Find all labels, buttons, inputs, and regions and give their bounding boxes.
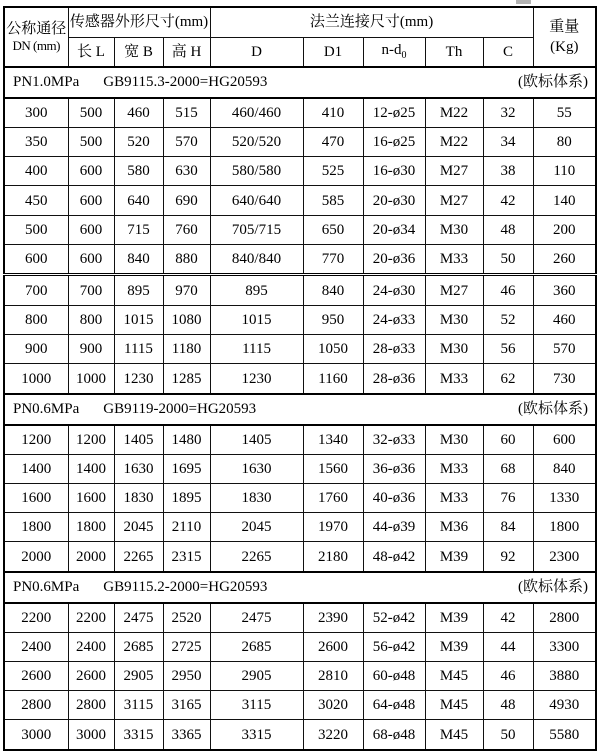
table-header: [4, 7, 596, 67]
table-row: [4, 244, 596, 275]
cell: 3315: [114, 720, 163, 750]
header-group-flange: 法兰连接尺寸(mm): [210, 7, 533, 37]
cell: 1285: [163, 364, 210, 394]
header-height: 高 H: [163, 37, 210, 67]
cell: 1800: [4, 513, 68, 542]
cell: 84: [483, 513, 533, 542]
cell: 880: [163, 244, 210, 275]
header-group-sensor: 传感器外形尺寸(mm): [68, 7, 210, 37]
cell: 52-ø42: [363, 603, 425, 633]
cell: 16-ø25: [363, 128, 425, 157]
cell: 1015: [114, 306, 163, 335]
cell: 3315: [210, 720, 303, 750]
cell: 3000: [4, 720, 68, 750]
cell: 16-ø30: [363, 157, 425, 186]
cell: 2400: [68, 632, 114, 661]
cell: 46: [483, 662, 533, 691]
header-width: 宽 B: [114, 37, 163, 67]
section-header-cell: [4, 572, 596, 603]
cell: 40-ø36: [363, 484, 425, 513]
cell: 300: [4, 98, 68, 128]
cell: 24-ø30: [363, 275, 425, 306]
table-row: [4, 128, 596, 157]
cell: 650: [303, 215, 363, 244]
cell: 470: [303, 128, 363, 157]
cell: M39: [425, 542, 483, 572]
cell: 20-ø34: [363, 215, 425, 244]
cell: 3115: [114, 691, 163, 720]
cell: 585: [303, 186, 363, 215]
cell: 800: [4, 306, 68, 335]
cell: 2045: [210, 513, 303, 542]
spec-table: [3, 6, 597, 751]
table-row: [4, 662, 596, 691]
section-pressure-rating: PN0.6MPa: [13, 579, 80, 596]
cell: 2800: [533, 603, 596, 633]
cell: 68-ø48: [363, 720, 425, 750]
header-length: 长 L: [68, 37, 114, 67]
cell: 1630: [210, 454, 303, 483]
cell: 500: [68, 128, 114, 157]
cell: 900: [68, 335, 114, 364]
cell: 2200: [4, 603, 68, 633]
cell: M30: [425, 306, 483, 335]
cell: 410: [303, 98, 363, 128]
cell: 80: [533, 128, 596, 157]
cell: 2045: [114, 513, 163, 542]
section-standard-code: GB9115.3-2000=HG20593: [103, 74, 268, 91]
cell: 24-ø33: [363, 306, 425, 335]
header-dn: [4, 7, 68, 67]
section-note: (欧标体系): [518, 74, 589, 91]
table-row: [4, 306, 596, 335]
cell: 840: [114, 244, 163, 275]
table-row: [4, 215, 596, 244]
cell: 50: [483, 720, 533, 750]
cell: 1405: [114, 425, 163, 455]
cell: 1115: [114, 335, 163, 364]
cell: 20-ø36: [363, 244, 425, 275]
cropped-text-artifact: [516, 0, 531, 4]
cell: 1230: [114, 364, 163, 394]
cell: 900: [4, 335, 68, 364]
cell: M22: [425, 128, 483, 157]
cell: 570: [163, 128, 210, 157]
header-nd0-main: n-d: [381, 42, 402, 59]
cell: 2390: [303, 603, 363, 633]
cell: M45: [425, 662, 483, 691]
cell: 580/580: [210, 157, 303, 186]
cell: 42: [483, 603, 533, 633]
cell: 2600: [4, 662, 68, 691]
section-header-cell: [4, 67, 596, 98]
cell: 500: [68, 98, 114, 128]
header-th: Th: [425, 37, 483, 67]
cell: 895: [210, 275, 303, 306]
cell: M30: [425, 425, 483, 455]
cell: 140: [533, 186, 596, 215]
cell: 2475: [210, 603, 303, 633]
section-note: (欧标体系): [518, 401, 589, 418]
cell: M39: [425, 632, 483, 661]
cell: M45: [425, 691, 483, 720]
cell: 56: [483, 335, 533, 364]
cell: 38: [483, 157, 533, 186]
table-row: [4, 364, 596, 394]
cell: 600: [68, 186, 114, 215]
section-standard-code: GB9119-2000=HG20593: [103, 401, 257, 418]
cell: 2315: [163, 542, 210, 572]
table-body: [4, 67, 596, 750]
cell: 600: [68, 244, 114, 275]
cell: 700: [4, 275, 68, 306]
cell: 12-ø25: [363, 98, 425, 128]
cell: 2180: [303, 542, 363, 572]
cell: 360: [533, 275, 596, 306]
section-header-row: [4, 394, 596, 425]
cell: 48-ø42: [363, 542, 425, 572]
header-nd0: [363, 37, 425, 67]
cell: 76: [483, 484, 533, 513]
header-dn-line1: 公称通径: [6, 21, 67, 38]
cell: 2600: [303, 632, 363, 661]
table-row: [4, 603, 596, 633]
cell: 3020: [303, 691, 363, 720]
section-standard-code: GB9115.2-2000=HG20593: [103, 579, 268, 596]
cell: 68: [483, 454, 533, 483]
cell: 42: [483, 186, 533, 215]
cell: 2265: [114, 542, 163, 572]
cell: 50: [483, 244, 533, 275]
cell: 2475: [114, 603, 163, 633]
cell: 55: [533, 98, 596, 128]
header-row-subcolumns: [4, 37, 596, 67]
cell: 1560: [303, 454, 363, 483]
cell: 1600: [4, 484, 68, 513]
cell: 1160: [303, 364, 363, 394]
cell: 44-ø39: [363, 513, 425, 542]
cell: 34: [483, 128, 533, 157]
cell: 400: [4, 157, 68, 186]
cell: M27: [425, 157, 483, 186]
header-weight: [533, 7, 596, 67]
table-row: [4, 425, 596, 455]
cell: 2600: [68, 662, 114, 691]
cell: 60-ø48: [363, 662, 425, 691]
cell: 3220: [303, 720, 363, 750]
table-row: [4, 335, 596, 364]
section-pressure-rating: PN1.0MPa: [13, 74, 80, 91]
table-row: [4, 513, 596, 542]
table-row: [4, 275, 596, 306]
cell: 64-ø48: [363, 691, 425, 720]
cell: M30: [425, 335, 483, 364]
header-nd0-sub: 0: [401, 50, 407, 62]
cell: 1895: [163, 484, 210, 513]
cell: 2200: [68, 603, 114, 633]
header-dn-line2: DN (mm): [12, 38, 60, 54]
cell: 2810: [303, 662, 363, 691]
cell: M22: [425, 98, 483, 128]
cell: M36: [425, 513, 483, 542]
table-row: [4, 454, 596, 483]
cell: 1000: [68, 364, 114, 394]
cell: 1405: [210, 425, 303, 455]
cell: 840: [303, 275, 363, 306]
cell: 1330: [533, 484, 596, 513]
cell: 640/640: [210, 186, 303, 215]
cell: 1630: [114, 454, 163, 483]
cell: 2110: [163, 513, 210, 542]
section-note: (欧标体系): [518, 579, 589, 596]
table-row: [4, 157, 596, 186]
cell: 950: [303, 306, 363, 335]
cell: 2800: [68, 691, 114, 720]
cell: M33: [425, 364, 483, 394]
cell: 1400: [4, 454, 68, 483]
cell: 1830: [210, 484, 303, 513]
cell: 44: [483, 632, 533, 661]
cell: 460: [114, 98, 163, 128]
header-d: D: [210, 37, 303, 67]
cell: M45: [425, 720, 483, 750]
header-c: C: [483, 37, 533, 67]
cell: 840/840: [210, 244, 303, 275]
table-row: [4, 632, 596, 661]
cell: 630: [163, 157, 210, 186]
cell: 2000: [68, 542, 114, 572]
table-row: [4, 720, 596, 750]
section-header-row: [4, 67, 596, 98]
header-weight-line2: (Kg): [550, 39, 579, 55]
cell: 1480: [163, 425, 210, 455]
cell: 840: [533, 454, 596, 483]
cell: 700: [68, 275, 114, 306]
cell: 715: [114, 215, 163, 244]
cell: 62: [483, 364, 533, 394]
table-row: [4, 484, 596, 513]
cell: 600: [68, 215, 114, 244]
cell: 705/715: [210, 215, 303, 244]
cell: 3880: [533, 662, 596, 691]
cell: 28-ø33: [363, 335, 425, 364]
header-d1: D1: [303, 37, 363, 67]
cell: 970: [163, 275, 210, 306]
cell: 20-ø30: [363, 186, 425, 215]
cell: 570: [533, 335, 596, 364]
cell: 28-ø36: [363, 364, 425, 394]
cell: 525: [303, 157, 363, 186]
cell: 2000: [4, 542, 68, 572]
cell: 48: [483, 215, 533, 244]
cell: 1830: [114, 484, 163, 513]
cell: 260: [533, 244, 596, 275]
cell: 770: [303, 244, 363, 275]
cell: 350: [4, 128, 68, 157]
cell: 46: [483, 275, 533, 306]
table-row: [4, 186, 596, 215]
cell: 895: [114, 275, 163, 306]
cell: 520/520: [210, 128, 303, 157]
cell: 4930: [533, 691, 596, 720]
header-weight-line1: 重量: [549, 18, 580, 35]
cell: 32: [483, 98, 533, 128]
cell: 515: [163, 98, 210, 128]
cell: 3000: [68, 720, 114, 750]
header-row-groups: [4, 7, 596, 37]
cell: 3115: [210, 691, 303, 720]
cell: 92: [483, 542, 533, 572]
cell: M33: [425, 244, 483, 275]
table-row: [4, 691, 596, 720]
cell: M39: [425, 603, 483, 633]
cell: 600: [68, 157, 114, 186]
cell: 730: [533, 364, 596, 394]
table-row: [4, 98, 596, 128]
cell: 640: [114, 186, 163, 215]
cell: 1760: [303, 484, 363, 513]
cell: 1970: [303, 513, 363, 542]
cell: 1695: [163, 454, 210, 483]
cell: 32-ø33: [363, 425, 425, 455]
cell: 2520: [163, 603, 210, 633]
cell: 1180: [163, 335, 210, 364]
table-row: [4, 542, 596, 572]
cell: 3365: [163, 720, 210, 750]
cell: M33: [425, 484, 483, 513]
cell: 1800: [533, 513, 596, 542]
cell: 1050: [303, 335, 363, 364]
cell: 1200: [4, 425, 68, 455]
cell: 2685: [210, 632, 303, 661]
cell: 2265: [210, 542, 303, 572]
cell: 3300: [533, 632, 596, 661]
cell: 52: [483, 306, 533, 335]
cell: 1200: [68, 425, 114, 455]
section-pressure-rating: PN0.6MPa: [13, 401, 80, 418]
cell: M30: [425, 215, 483, 244]
cell: 1230: [210, 364, 303, 394]
cell: 1400: [68, 454, 114, 483]
cell: 2300: [533, 542, 596, 572]
cell: 110: [533, 157, 596, 186]
cell: 56-ø42: [363, 632, 425, 661]
cell: 690: [163, 186, 210, 215]
cell: 200: [533, 215, 596, 244]
cell: 36-ø36: [363, 454, 425, 483]
cell: 600: [533, 425, 596, 455]
cell: 580: [114, 157, 163, 186]
cell: 1340: [303, 425, 363, 455]
cell: 1115: [210, 335, 303, 364]
cell: M27: [425, 275, 483, 306]
cell: 48: [483, 691, 533, 720]
cell: 600: [4, 244, 68, 275]
cell: 5580: [533, 720, 596, 750]
cell: 2905: [210, 662, 303, 691]
cell: 760: [163, 215, 210, 244]
cell: 1800: [68, 513, 114, 542]
cell: M33: [425, 454, 483, 483]
cell: 520: [114, 128, 163, 157]
cell: 60: [483, 425, 533, 455]
cell: 1600: [68, 484, 114, 513]
cell: 2905: [114, 662, 163, 691]
cell: 2685: [114, 632, 163, 661]
cell: 800: [68, 306, 114, 335]
cell: 460: [533, 306, 596, 335]
cell: 2400: [4, 632, 68, 661]
cell: 1080: [163, 306, 210, 335]
cell: 460/460: [210, 98, 303, 128]
section-header-row: [4, 572, 596, 603]
section-header-cell: [4, 394, 596, 425]
cell: 500: [4, 215, 68, 244]
cell: 2800: [4, 691, 68, 720]
cell: 450: [4, 186, 68, 215]
cell: M27: [425, 186, 483, 215]
cell: 3165: [163, 691, 210, 720]
cell: 2950: [163, 662, 210, 691]
cell: 2725: [163, 632, 210, 661]
cell: 1000: [4, 364, 68, 394]
cell: 1015: [210, 306, 303, 335]
